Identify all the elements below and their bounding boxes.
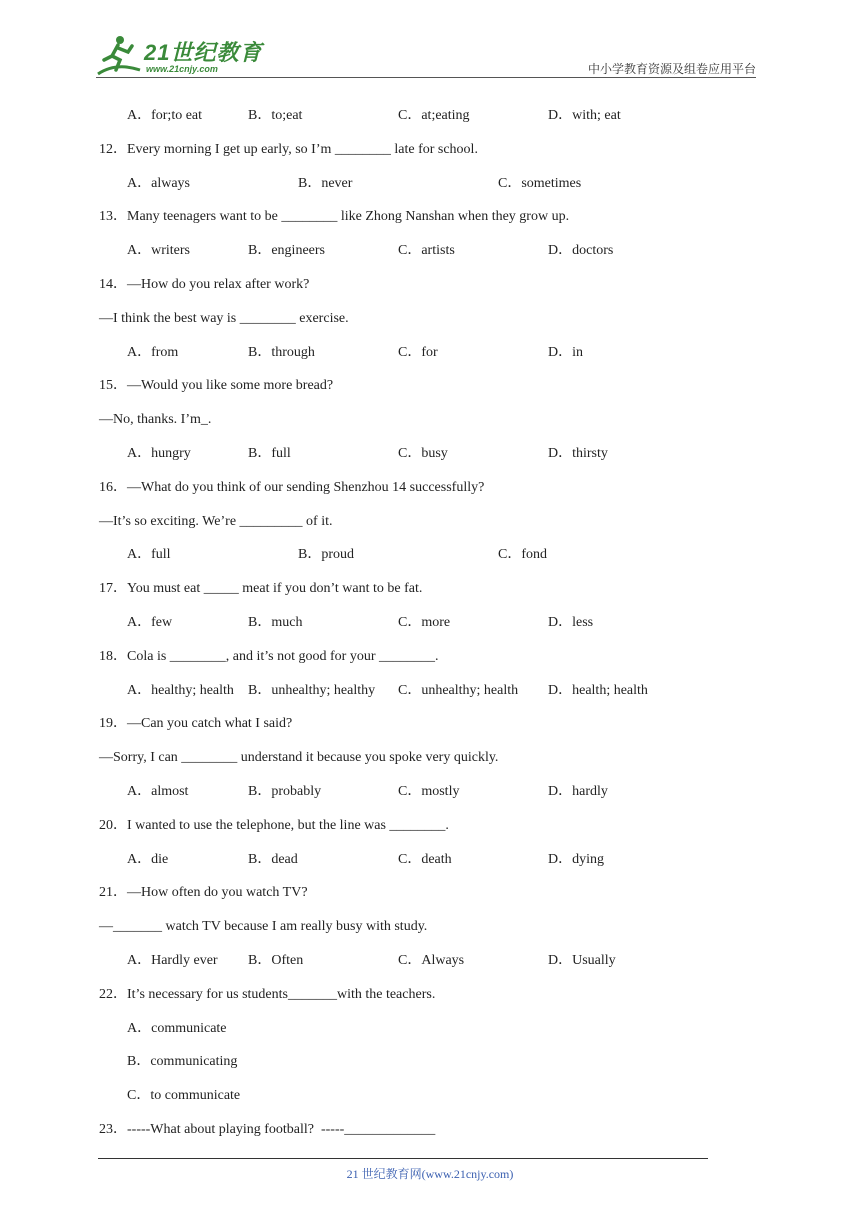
answer-option[interactable]: A．healthy; health xyxy=(127,682,234,698)
question-dialogue-line: —I think the best way is ________ exercise. xyxy=(99,310,349,326)
question-stem: 20．I wanted to use the telephone, but the line was ________. xyxy=(99,817,449,833)
answer-option[interactable]: B．never xyxy=(298,175,353,191)
answer-option[interactable]: C．fond xyxy=(498,547,547,563)
answer-option[interactable]: A．always xyxy=(127,175,190,191)
answer-option[interactable]: A．Hardly ever xyxy=(127,953,218,968)
question-stem: 18．Cola is ________, and it’s not good for your ________. xyxy=(99,648,439,664)
logo-sub-text: www.21cnjy.com xyxy=(146,64,218,74)
answer-option[interactable]: D．dying xyxy=(548,851,604,867)
question-dialogue-line: —Sorry, I can ________ understand it because you spoke very quickly. xyxy=(99,750,499,766)
answer-option[interactable]: B．engineers xyxy=(248,243,325,259)
answer-option[interactable]: D．hardly xyxy=(548,784,608,799)
question-stem: 12．Every morning I get up early, so I’m ________ late for school. xyxy=(99,141,478,157)
site-logo xyxy=(96,34,266,78)
answer-option[interactable]: D．thirsty xyxy=(548,446,608,461)
question-stem: 14．—How do you relax after work? xyxy=(99,277,310,292)
footer-divider xyxy=(98,1158,708,1159)
answer-option[interactable]: D．doctors xyxy=(548,243,614,259)
answer-option[interactable]: A．for;to eat xyxy=(127,108,203,123)
answer-option[interactable]: B．full xyxy=(248,446,291,461)
answer-option[interactable]: C．death xyxy=(398,851,452,867)
answer-option[interactable]: C．at;eating xyxy=(398,108,470,123)
answer-option[interactable]: A．hungry xyxy=(127,446,191,461)
answer-option[interactable]: A．writers xyxy=(127,243,190,259)
answer-option[interactable]: C．busy xyxy=(398,446,448,461)
answer-option[interactable]: C．to communicate xyxy=(127,1088,241,1104)
question-stem: 21．—How often do you watch TV? xyxy=(99,885,308,901)
answer-option[interactable]: A．from xyxy=(127,344,179,360)
answer-option[interactable]: B．probably xyxy=(248,784,322,799)
answer-option[interactable]: B．dead xyxy=(248,851,298,867)
header-divider xyxy=(96,77,756,78)
answer-option[interactable]: D．health; health xyxy=(548,682,648,698)
answer-option[interactable]: C．for xyxy=(398,344,438,360)
answer-option[interactable]: D．in xyxy=(548,344,583,360)
answer-option[interactable]: D．less xyxy=(548,615,594,630)
answer-option[interactable]: A．communicate xyxy=(127,1020,227,1036)
question-stem: 19．—Can you catch what I said? xyxy=(99,716,293,732)
question-dialogue-line: —_______ watch TV because I am really busy with study. xyxy=(99,919,428,935)
question-stem: 17．You must eat _____ meat if you don’t want to be fat. xyxy=(99,581,423,597)
answer-option[interactable]: C．unhealthy; health xyxy=(398,682,519,698)
answer-option[interactable]: A．die xyxy=(127,851,169,867)
answer-option[interactable]: C．sometimes xyxy=(498,175,582,191)
answer-option[interactable]: C．Always xyxy=(398,953,465,968)
question-stem: 13．Many teenagers want to be ________ like Zhong Nanshan when they grow up. xyxy=(99,209,570,225)
logo-main-text: 21世纪教育 xyxy=(144,40,263,65)
question-stem: 23．-----What about playing football? -----_____________ xyxy=(99,1122,436,1137)
answer-option[interactable]: B．much xyxy=(248,615,303,630)
answer-option[interactable]: A．few xyxy=(127,615,173,630)
question-stem: 15．—Would you like some more bread? xyxy=(99,378,334,394)
question-stem: 22．It’s necessary for us students_______with the teachers. xyxy=(99,986,436,1002)
answer-option[interactable]: B．communicating xyxy=(127,1054,238,1070)
answer-option[interactable]: D．Usually xyxy=(548,953,616,968)
answer-option[interactable]: C．more xyxy=(398,615,451,630)
page-header xyxy=(96,30,756,78)
answer-option[interactable]: B．through xyxy=(248,344,315,360)
answer-option[interactable]: B．to;eat xyxy=(248,108,303,123)
answer-option[interactable]: A．almost xyxy=(127,784,189,799)
answer-option[interactable]: B．Often xyxy=(248,953,304,968)
answer-option[interactable]: B．proud xyxy=(298,547,354,563)
question-stem: 16．—What do you think of our sending Shenzhou 14 successfully? xyxy=(99,479,485,495)
answer-option[interactable]: A．full xyxy=(127,547,171,563)
answer-option[interactable]: D．with; eat xyxy=(548,108,621,123)
runner-icon xyxy=(96,34,142,78)
answer-option[interactable]: B．unhealthy; healthy xyxy=(248,682,376,698)
question-dialogue-line: —No, thanks. I’m_. xyxy=(99,412,212,428)
answer-option[interactable]: C．mostly xyxy=(398,784,460,799)
footer-text: 21 世纪教育网(www.21cnjy.com) xyxy=(346,1167,514,1181)
question-dialogue-line: —It’s so exciting. We’re _________ of it. xyxy=(99,513,333,529)
platform-title: 中小学教育资源及组卷应用平台 xyxy=(587,62,756,76)
answer-option[interactable]: C．artists xyxy=(398,243,455,259)
